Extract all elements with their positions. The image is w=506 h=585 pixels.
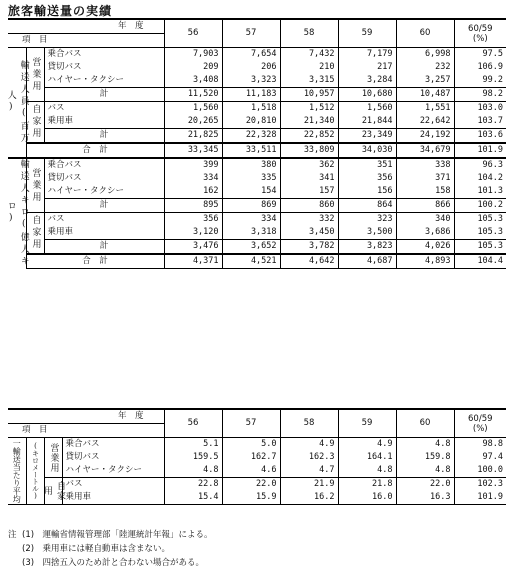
ratio-header: 60/59 (%) [454,409,506,438]
value-cell: 16.0 [338,491,396,505]
spacer-cell [454,451,466,464]
jikayo-label: 自家用 [26,102,44,144]
value-cell: 10,487 [396,88,454,102]
value-cell: 4.9 [338,438,396,452]
value-cell: 10,680 [338,88,396,102]
grand-total-label: 合 計 [26,254,164,269]
value-cell: 4,521 [222,254,280,269]
value-cell: 4,687 [338,254,396,269]
value-cell: 3,476 [164,240,222,255]
value-cell: 4.8 [164,464,222,478]
value-cell: 7,432 [280,48,338,62]
value-cell: 864 [338,199,396,213]
spacer-cell [454,491,466,505]
value-cell: 3,318 [222,226,280,240]
value-cell: 20,810 [222,115,280,129]
ratio-cell: 105.3 [466,240,506,255]
value-cell: 356 [338,172,396,185]
spacer-cell [454,185,466,199]
spacer-cell [454,240,466,255]
value-cell: 164.1 [338,451,396,464]
value-cell: 1,560 [338,102,396,116]
value-cell: 338 [396,158,454,172]
header-komoku: 項 目 [8,34,164,48]
ratio-cell: 99.2 [482,75,504,85]
row-label: 乗用車 [47,227,74,237]
grand-total-label: 合 計 [26,143,164,158]
value-cell: 159.5 [164,451,222,464]
ratio-cell: 103.6 [466,129,506,144]
spacer-cell [454,464,466,478]
value-cell: 15.9 [222,491,280,505]
row-label: バス [62,478,164,492]
value-cell: 3,686 [396,226,454,240]
row-label: 貸切バス [47,173,82,183]
value-cell: 7,903 [164,48,222,62]
value-cell: 11,183 [222,88,280,102]
value-cell: 217 [338,61,396,74]
value-cell: 3,257 [396,74,454,88]
value-cell: 334 [222,213,280,227]
ratio-cell: 101.9 [466,491,506,505]
group-label-jinkiro: 輸送人キロ(億人キロ) [5,159,29,269]
year-header: 59 [338,19,396,48]
row-label: 貸切バス [65,452,100,462]
value-cell: 209 [164,61,222,74]
value-cell: 23,349 [338,129,396,144]
value-cell: 33,345 [164,143,222,158]
spacer-cell [454,172,466,185]
spacer-cell [454,102,466,116]
notes-prefix: 注 [8,530,17,540]
value-cell: 3,120 [164,226,222,240]
year-header: 56 [164,409,222,438]
ratio-cell: 98.2 [466,88,506,102]
eigyo-label: 営業用 [44,438,62,478]
spacer-cell [454,226,466,240]
row-label: バス [47,214,65,224]
row-label: 乗用車 [47,116,74,126]
year-header: 59 [338,409,396,438]
value-cell: 21,340 [280,115,338,129]
ratio-cell: 104.4 [466,254,506,269]
row-label: 乗合バス [47,160,82,170]
spacer-cell [454,213,466,227]
value-cell: 335 [222,172,280,185]
ratio-cell: 101.3 [477,186,504,196]
value-cell: 869 [222,199,280,213]
value-cell: 162 [164,185,222,199]
value-cell: 22,328 [222,129,280,144]
eigyo-label: 営業用 [26,48,44,102]
value-cell: 16.3 [396,491,454,505]
value-cell: 21,825 [164,129,222,144]
value-cell: 16.2 [280,491,338,505]
value-cell: 210 [280,61,338,74]
value-cell: 4,642 [280,254,338,269]
year-header: 60 [396,19,454,48]
value-cell: 154 [222,185,280,199]
row-label: ハイヤー・タクシー [47,186,125,196]
ratio-cell: 104.2 [477,173,504,183]
value-cell: 895 [164,199,222,213]
average-distance-table [8,408,506,505]
value-cell: 1,518 [222,102,280,116]
value-cell: 24,192 [396,129,454,144]
ratio-header: 60/59 (%) [454,19,506,48]
spacer-cell [454,438,466,452]
ratio-cell: 97.5 [482,49,504,59]
group-label-jinin: 輸送人員(百万人) [8,48,26,159]
value-cell: 341 [280,172,338,185]
ratio-cell: 105.3 [477,214,504,224]
value-cell: 4,893 [396,254,454,269]
value-cell: 371 [396,172,454,185]
year-header: 57 [222,409,280,438]
value-cell: 5.1 [164,438,222,452]
subtotal-label: 計 [44,129,164,144]
value-cell: 157 [280,185,338,199]
value-cell: 356 [164,213,222,227]
spacer-cell [454,61,466,74]
value-cell: 399 [164,158,222,172]
ratio-cell: 105.3 [477,227,504,237]
value-cell: 323 [338,213,396,227]
spacer-cell [454,254,466,269]
value-cell: 866 [396,199,454,213]
value-cell: 21,844 [338,115,396,129]
passenger-transport-table [5,18,506,269]
spacer-cell [454,478,466,492]
ratio-cell: 100.2 [466,199,506,213]
value-cell: 22,642 [396,115,454,129]
value-cell: 33,809 [280,143,338,158]
value-cell: 162.7 [222,451,280,464]
header-nendo: 年 度 [8,409,164,424]
value-cell: 162.3 [280,451,338,464]
unit-label: (キロメートル) [26,438,44,505]
year-header: 58 [280,409,338,438]
footnote-2: (2) 乗用車には軽自動車は含まない。 [22,544,171,554]
value-cell: 158 [396,185,454,199]
value-cell: 3,284 [338,74,396,88]
value-cell: 159.8 [396,451,454,464]
value-cell: 4.8 [396,464,454,478]
header-komoku: 項 目 [8,424,164,438]
value-cell: 10,957 [280,88,338,102]
value-cell: 34,030 [338,143,396,158]
year-header: 56 [164,19,222,48]
value-cell: 15.4 [164,491,222,505]
spacer-cell [454,143,466,158]
year-header: 57 [222,19,280,48]
value-cell: 380 [222,158,280,172]
row-label: 乗合バス [47,49,82,59]
spacer-cell [454,158,466,172]
year-header: 60 [396,409,454,438]
year-header: 58 [280,19,338,48]
value-cell: 7,654 [222,48,280,62]
footnotes [8,528,213,570]
row-label: バス [47,103,65,113]
value-cell: 3,323 [222,74,280,88]
value-cell: 21.9 [280,478,338,492]
value-cell: 4.9 [280,438,338,452]
value-cell: 22.0 [396,478,454,492]
jikayo-label: 自家用 [44,478,62,505]
value-cell: 1,560 [164,102,222,116]
subtotal-label: 計 [44,199,164,213]
value-cell: 3,823 [338,240,396,255]
spacer-cell [454,74,466,88]
page-title: 旅客輸送量の実績 [8,4,113,18]
jikayo-label: 自家用 [26,213,44,255]
value-cell: 860 [280,199,338,213]
value-cell: 334 [164,172,222,185]
ratio-cell: 97.4 [482,452,504,462]
value-cell: 3,652 [222,240,280,255]
value-cell: 206 [222,61,280,74]
spacer-cell [454,88,466,102]
value-cell: 5.0 [222,438,280,452]
ratio-cell: 98.8 [482,439,504,449]
value-cell: 33,511 [222,143,280,158]
ratio-cell: 101.9 [466,143,506,158]
ratio-cell: 103.0 [477,103,504,113]
ratio-cell: 103.7 [477,116,504,126]
value-cell: 1,551 [396,102,454,116]
ratio-cell: 100.0 [477,465,504,475]
value-cell: 22.8 [164,478,222,492]
value-cell: 3,782 [280,240,338,255]
value-cell: 232 [396,61,454,74]
value-cell: 156 [338,185,396,199]
value-cell: 34,679 [396,143,454,158]
value-cell: 1,512 [280,102,338,116]
eigyo-label: 営業用 [26,158,44,213]
value-cell: 6,998 [396,48,454,62]
value-cell: 4.6 [222,464,280,478]
value-cell: 4.8 [396,438,454,452]
ratio-cell: 102.3 [466,478,506,492]
ratio-cell: 106.9 [477,62,504,72]
spacer-cell [454,129,466,144]
value-cell: 21.8 [338,478,396,492]
spacer-cell [454,115,466,129]
value-cell: 332 [280,213,338,227]
row-label: 乗合バス [65,439,100,449]
value-cell: 22,852 [280,129,338,144]
value-cell: 4.8 [338,464,396,478]
value-cell: 362 [280,158,338,172]
value-cell: 4.7 [280,464,338,478]
group-label-average: 一輸送当たり平均 [8,438,26,505]
footnote-3: (3) 四捨五入のため計と合わない場合がある。 [22,558,205,568]
value-cell: 20,265 [164,115,222,129]
value-cell: 4,371 [164,254,222,269]
value-cell: 340 [396,213,454,227]
value-cell: 3,450 [280,226,338,240]
subtotal-label: 計 [44,88,164,102]
value-cell: 351 [338,158,396,172]
value-cell: 3,408 [164,74,222,88]
value-cell: 4,026 [396,240,454,255]
value-cell: 7,179 [338,48,396,62]
ratio-cell: 96.3 [482,160,504,170]
footnote-1: (1) 運輸省情報管理部「陸運統計年報」による。 [22,530,213,540]
subtotal-label: 計 [44,240,164,255]
value-cell: 3,315 [280,74,338,88]
header-nendo: 年 度 [8,19,164,34]
row-label: ハイヤー・タクシー [47,75,125,85]
row-label: 乗用車 [62,491,164,505]
value-cell: 3,500 [338,226,396,240]
value-cell: 11,520 [164,88,222,102]
spacer-cell [454,48,466,62]
value-cell: 22.0 [222,478,280,492]
spacer-cell [454,199,466,213]
row-label: ハイヤー・タクシー [65,465,143,475]
row-label: 貸切バス [47,62,82,72]
